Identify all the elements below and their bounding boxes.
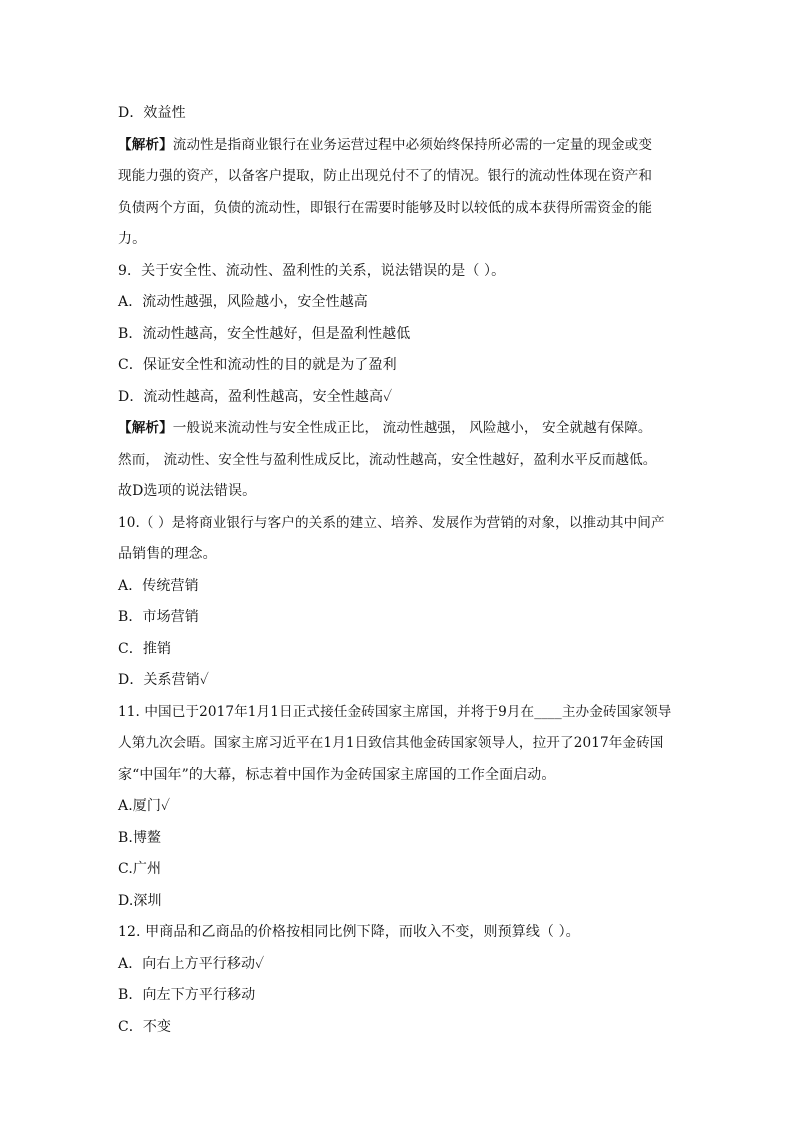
q9-option-d: D．流动性越高，盈利性越高，安全性越高✓ (118, 388, 393, 405)
q10-option-b: B．市场营销 (118, 609, 199, 625)
q11-question-line-3: 家“中国年”的大幕，标志着中国作为金砖国家主席国的工作全面启动。 (118, 766, 556, 783)
q9-analysis-line-2: 然而， 流动性、安全性与盈利性成反比，流动性越高，安全性越好，盈利水平反而越低。 (118, 451, 657, 468)
q11-option-c: C.广州 (118, 861, 162, 877)
q8-analysis-line-1 (118, 130, 698, 162)
q11-question-line-2: 人第九次会晤。国家主席习近平在1月1日致信其他金砖国家领导人，拉开了2017年金砖国 (118, 735, 664, 751)
q10-option-a: A．传统营销 (118, 577, 199, 594)
q10-option-d: D．关系营销✓ (118, 672, 209, 688)
q9-option-c: C．保证安全性和流动性的目的就是为了盈利 (118, 357, 397, 373)
q8-analysis-line-2: 现能力强的资产，以备客户提取，防止出现兑付不了的情况。银行的流动性体现在资产和 (118, 168, 653, 184)
q11-option-a: A.厦门✓ (118, 798, 171, 814)
q9-analysis-line-1 (118, 413, 698, 445)
q8-option-d: D．效益性 (118, 105, 186, 121)
q11-option-b: B.博鳌 (118, 829, 162, 846)
q10-option-c: C．推销 (118, 640, 172, 657)
analysis-label: 【解析】 (118, 136, 173, 153)
q12-option-a: A．向右上方平行移动✓ (118, 955, 265, 972)
q12-option-b: B．向左下方平行移动 (118, 987, 256, 1003)
q9-analysis-line-3: 故D选项的说法错误。 (118, 483, 257, 499)
q12-option-c: C．不变 (118, 1018, 172, 1035)
q9-option-b: B．流动性越高，安全性越好，但是盈利性越低 (118, 325, 411, 342)
page-content (118, 98, 698, 1043)
q9-option-a: A．流动性越强，风险越小，安全性越高 (118, 294, 368, 310)
q8-analysis-line-4: 力。 (118, 231, 147, 247)
q11-question-line-1: 11. 中国已于2017年1月1日正式接任金砖国家主席国，并将于9月在____主办金砖国家领导 (118, 703, 672, 720)
q9-analysis-text-1: 一般说来流动性与安全性成正比， 流动性越强， 风险越小， 安全就越有保障。 (172, 420, 652, 436)
analysis-label: 【解析】 (118, 420, 173, 436)
q8-analysis-line-3: 负债两个方面，负债的流动性，即银行在需要时能够及时以较低的成本获得所需资金的能 (118, 199, 653, 216)
q12-question: 12. 甲商品和乙商品的价格按相同比例下降，而收入不变，则预算线（ ）。 (118, 924, 580, 940)
q10-question-line-1: 10.（ ）是将商业银行与客户的关系的建立、培养、发展作为营销的对象，以推动其中间产 (118, 514, 665, 531)
q10-question-line-2: 品销售的理念。 (118, 546, 217, 562)
q9-question: 9．关于安全性、流动性、盈利性的关系，说法错误的是（ ）。 (118, 262, 506, 279)
q11-option-d: D.深圳 (118, 892, 162, 909)
q8-analysis-text-1: 流动性是指商业银行在业务运营过程中必须始终保持所必需的一定量的现金或变 (172, 136, 653, 153)
